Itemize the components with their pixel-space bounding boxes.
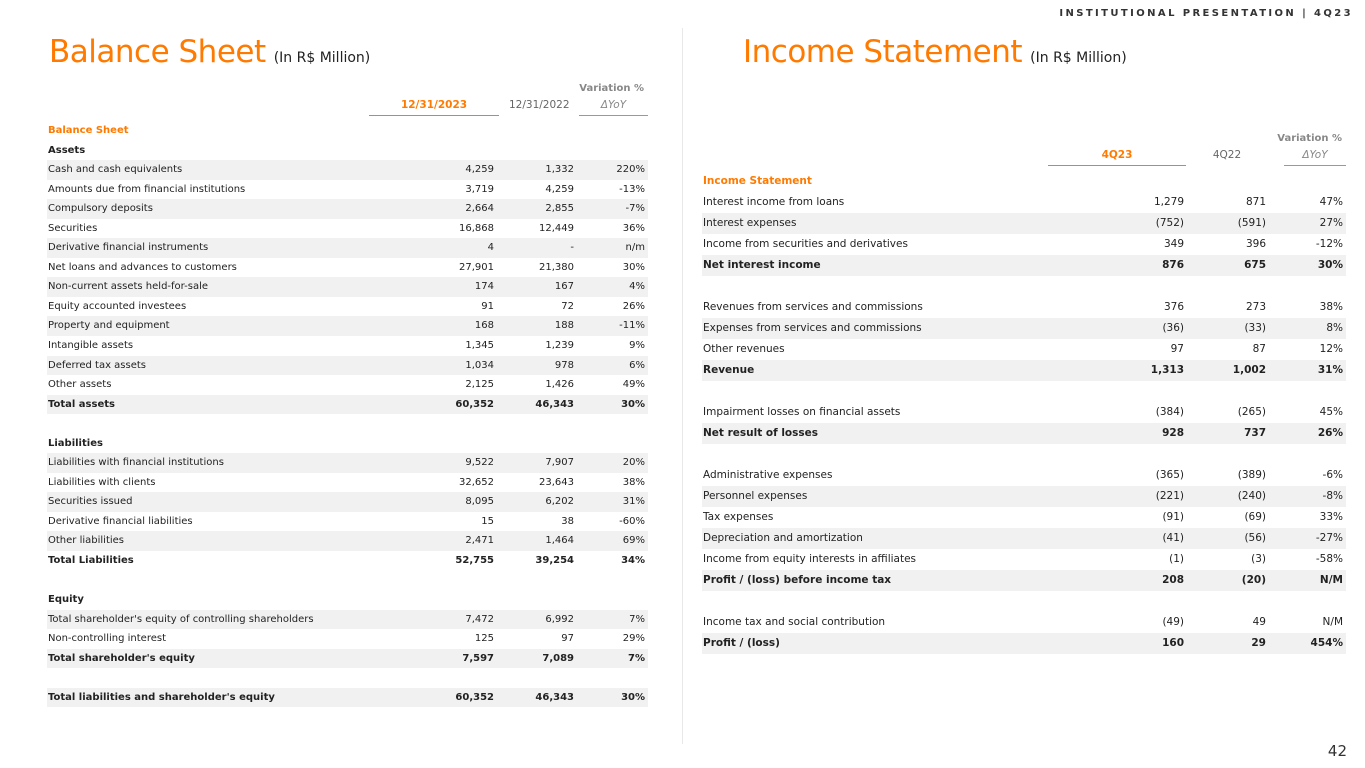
variation-label: Variation %: [579, 83, 644, 94]
row-value-current: 3,719: [465, 183, 494, 195]
row-label: Income from equity interests in affiliates: [703, 553, 917, 565]
row-value-variation: 38%: [1319, 301, 1343, 313]
row-value-current: 27,901: [459, 261, 494, 273]
row-value-variation: -60%: [619, 515, 645, 527]
row-label: Impairment losses on financial assets: [703, 406, 901, 418]
column-divider: [682, 28, 683, 744]
row-value-current: 174: [474, 281, 494, 293]
row-value-previous: (3): [1251, 553, 1266, 565]
row-value-current: 125: [474, 633, 494, 645]
table-row: [47, 590, 648, 610]
row-value-previous: 46,343: [535, 398, 574, 410]
table-row: [702, 549, 1346, 570]
table-row: [47, 531, 648, 551]
table-row: [47, 121, 648, 141]
row-value-previous: 6,202: [545, 496, 574, 508]
balance-sheet-rows: [47, 121, 648, 707]
row-label: Net interest income: [703, 259, 821, 271]
table-row: [47, 453, 648, 473]
row-value-current: 60,352: [455, 398, 494, 410]
row-value-current: 16,868: [459, 222, 494, 234]
column-header-variation: ΔYoY: [1284, 149, 1346, 166]
row-value-previous: (33): [1244, 322, 1266, 334]
row-value-current: 9,522: [465, 457, 494, 469]
row-label: Non-controlling interest: [48, 633, 166, 645]
table-row: [47, 473, 648, 493]
table-row: [47, 668, 648, 688]
row-value-variation: 30%: [621, 691, 645, 703]
row-label: Other assets: [48, 379, 112, 391]
row-value-previous: 188: [554, 320, 574, 332]
row-label: Derivative financial instruments: [48, 242, 209, 254]
row-value-variation: 34%: [621, 555, 645, 567]
row-value-current: 208: [1162, 574, 1184, 586]
table-row: [702, 486, 1346, 507]
row-value-current: (752): [1155, 217, 1184, 229]
row-label: Securities issued: [48, 496, 133, 508]
row-label: Interest expenses: [703, 217, 797, 229]
row-value-previous: (389): [1237, 469, 1266, 481]
row-label: Profit / (loss) before income tax: [703, 574, 892, 586]
row-value-variation: -58%: [1315, 553, 1343, 565]
row-label: Liabilities with clients: [48, 476, 156, 488]
balance-sheet-table: [47, 80, 648, 707]
row-value-current: 928: [1162, 427, 1184, 439]
row-label: Interest income from loans: [703, 196, 845, 208]
row-value-current: (91): [1162, 511, 1184, 523]
table-row: [702, 402, 1346, 423]
row-value-previous: -: [570, 242, 574, 254]
row-value-current: 349: [1163, 238, 1184, 250]
row-value-previous: 675: [1244, 259, 1266, 271]
table-row: [47, 258, 648, 278]
row-value-variation: -13%: [619, 183, 645, 195]
table-row: [702, 381, 1346, 402]
income-statement-title: [743, 34, 1127, 70]
table-row: [702, 297, 1346, 318]
row-label: Total shareholder's equity: [48, 652, 195, 664]
row-value-previous: 87: [1252, 343, 1266, 355]
row-value-variation: 9%: [629, 340, 645, 352]
row-value-previous: 12,449: [539, 222, 574, 234]
row-label: Income from securities and derivatives: [703, 238, 908, 250]
column-header-previous: 12/31/2022: [509, 99, 570, 111]
row-value-variation: 36%: [622, 222, 645, 234]
row-value-variation: -7%: [625, 203, 645, 215]
table-row: [702, 276, 1346, 297]
table-row: [47, 316, 648, 336]
row-value-current: (41): [1162, 532, 1184, 544]
row-value-previous: 49: [1252, 616, 1266, 628]
row-label: Other liabilities: [48, 535, 125, 547]
row-value-previous: 97: [561, 633, 574, 645]
table-row: [702, 318, 1346, 339]
table-row: [47, 395, 648, 415]
row-value-previous: 23,643: [539, 476, 574, 488]
row-label: Balance Sheet: [48, 125, 129, 136]
page-number: 42: [1327, 742, 1347, 760]
variation-header: [702, 130, 1346, 149]
row-label: Liabilities: [48, 437, 103, 449]
table-row: [47, 375, 648, 395]
row-value-current: 60,352: [455, 691, 494, 703]
table-row: [47, 277, 648, 297]
row-label: Securities: [48, 222, 98, 234]
row-label: Non-current assets held-for-sale: [48, 281, 209, 293]
table-row: [47, 629, 648, 649]
table-row: [702, 171, 1346, 192]
row-value-previous: 1,002: [1232, 364, 1266, 376]
row-value-current: (49): [1162, 616, 1184, 628]
row-value-variation: 454%: [1310, 637, 1343, 649]
row-label: Derivative financial liabilities: [48, 515, 193, 527]
income-statement-table: [702, 130, 1346, 654]
table-row: [47, 492, 648, 512]
row-value-variation: N/M: [1322, 616, 1343, 628]
row-label: Assets: [48, 144, 86, 156]
table-row: [47, 434, 648, 454]
row-label: Total shareholder's equity of controlling shareholders: [48, 613, 314, 625]
row-value-previous: 396: [1245, 238, 1266, 250]
presentation-header: INSTITUTIONAL PRESENTATION | 4Q23: [1059, 8, 1353, 19]
balance-sheet-unit: (In R$ Million): [273, 50, 371, 66]
row-label: Depreciation and amortization: [703, 532, 863, 544]
row-value-current: 15: [481, 515, 494, 527]
row-label: Property and equipment: [48, 320, 170, 332]
row-value-current: (1): [1169, 553, 1184, 565]
row-value-current: 2,664: [465, 203, 494, 215]
row-value-variation: 26%: [1317, 427, 1343, 439]
row-value-previous: 1,332: [545, 164, 574, 176]
row-value-variation: -12%: [1315, 238, 1343, 250]
table-row: [47, 414, 648, 434]
row-value-variation: 30%: [621, 398, 645, 410]
row-value-variation: 38%: [622, 476, 645, 488]
row-label: Other revenues: [703, 343, 785, 355]
table-row: [702, 339, 1346, 360]
row-label: Profit / (loss): [703, 637, 780, 649]
balance-sheet-title: [49, 34, 370, 70]
row-value-current: 1,034: [465, 359, 494, 371]
row-label: Total assets: [48, 398, 115, 410]
row-value-variation: 31%: [1317, 364, 1343, 376]
row-value-previous: 1,239: [545, 340, 574, 352]
row-value-current: 2,471: [465, 535, 494, 547]
row-value-previous: (20): [1241, 574, 1266, 586]
table-row: [47, 610, 648, 630]
row-label: Net result of losses: [703, 427, 819, 439]
table-row: [702, 633, 1346, 654]
row-value-previous: 7,907: [545, 457, 574, 469]
row-label: Total liabilities and shareholder's equity: [48, 691, 275, 703]
column-header-current: 4Q23: [1048, 149, 1186, 166]
row-value-variation: 33%: [1319, 511, 1343, 523]
row-value-previous: 1,426: [545, 379, 574, 391]
row-value-current: 4: [487, 242, 494, 254]
row-value-variation: 31%: [622, 496, 645, 508]
row-value-previous: (69): [1244, 511, 1266, 523]
row-value-current: 32,652: [459, 476, 494, 488]
row-label: Tax expenses: [703, 511, 774, 523]
column-header-previous: 4Q22: [1212, 149, 1242, 161]
row-value-previous: 6,992: [545, 613, 574, 625]
table-row: [702, 192, 1346, 213]
row-value-variation: 30%: [1317, 259, 1343, 271]
row-value-previous: (56): [1244, 532, 1266, 544]
row-value-current: 1,345: [465, 340, 494, 352]
row-value-variation: 45%: [1319, 406, 1343, 418]
row-value-variation: 7%: [628, 652, 645, 664]
table-row: [47, 238, 648, 258]
row-value-current: 4,259: [465, 164, 494, 176]
row-value-variation: -8%: [1322, 490, 1343, 502]
row-value-current: 876: [1162, 259, 1184, 271]
row-label: Amounts due from financial institutions: [48, 183, 246, 195]
row-label: Intangible assets: [48, 340, 134, 352]
row-label: Equity: [48, 594, 84, 606]
row-label: Income Statement: [703, 175, 812, 187]
row-value-previous: (240): [1237, 490, 1266, 502]
row-value-current: 7,472: [465, 613, 494, 625]
row-value-previous: 39,254: [535, 555, 574, 567]
table-row: [702, 255, 1346, 276]
row-label: Deferred tax assets: [48, 359, 147, 371]
table-row: [702, 570, 1346, 591]
column-header-current: 12/31/2023: [369, 99, 499, 116]
row-value-previous: 871: [1245, 196, 1266, 208]
table-row: [47, 219, 648, 239]
row-label: Expenses from services and commissions: [703, 322, 922, 334]
table-row: [702, 465, 1346, 486]
variation-label: Variation %: [1277, 133, 1342, 144]
table-row: [702, 213, 1346, 234]
row-value-variation: N/M: [1319, 574, 1343, 586]
row-value-variation: 29%: [622, 633, 645, 645]
row-value-previous: 737: [1244, 427, 1266, 439]
row-value-variation: 47%: [1319, 196, 1343, 208]
row-value-variation: 6%: [629, 359, 645, 371]
row-label: Revenue: [703, 364, 755, 376]
table-row: [702, 444, 1346, 465]
row-value-current: (36): [1162, 322, 1184, 334]
row-value-previous: 38: [561, 515, 574, 527]
table-row: [702, 234, 1346, 255]
column-headers: [47, 99, 648, 121]
row-label: Income tax and social contribution: [703, 616, 886, 628]
row-value-variation: 220%: [616, 164, 645, 176]
table-row: [47, 688, 648, 708]
table-row: [47, 336, 648, 356]
row-value-variation: 27%: [1319, 217, 1343, 229]
column-headers: [702, 149, 1346, 171]
table-row: [47, 297, 648, 317]
income-statement-unit: (In R$ Million): [1030, 50, 1127, 66]
row-value-current: (365): [1155, 469, 1184, 481]
row-value-current: 376: [1163, 301, 1184, 313]
row-value-previous: 7,089: [542, 652, 574, 664]
row-value-variation: 26%: [622, 300, 645, 312]
row-value-previous: (265): [1237, 406, 1266, 418]
row-value-previous: (591): [1237, 217, 1266, 229]
row-value-current: 91: [481, 300, 494, 312]
row-value-variation: -6%: [1322, 469, 1343, 481]
row-value-variation: 4%: [629, 281, 645, 293]
row-value-previous: 21,380: [539, 261, 574, 273]
row-value-variation: 8%: [1326, 322, 1343, 334]
table-row: [47, 199, 648, 219]
table-row: [702, 423, 1346, 444]
row-value-previous: 72: [561, 300, 574, 312]
row-label: Total Liabilities: [48, 555, 134, 567]
row-value-variation: -27%: [1315, 532, 1343, 544]
column-header-variation: ΔYoY: [579, 99, 648, 116]
row-value-previous: 4,259: [545, 183, 574, 195]
row-value-current: 7,597: [462, 652, 494, 664]
table-row: [47, 571, 648, 591]
row-label: Equity accounted investees: [48, 300, 187, 312]
table-row: [702, 360, 1346, 381]
table-row: [47, 649, 648, 669]
row-label: Administrative expenses: [703, 469, 833, 481]
table-row: [702, 507, 1346, 528]
row-value-current: (221): [1155, 490, 1184, 502]
table-row: [47, 512, 648, 532]
row-value-current: 97: [1170, 343, 1184, 355]
row-value-previous: 2,855: [545, 203, 574, 215]
table-row: [47, 180, 648, 200]
income-statement-rows: [702, 171, 1346, 654]
table-row: [47, 551, 648, 571]
row-value-current: 8,095: [465, 496, 494, 508]
income-statement-heading: Income Statement: [743, 34, 1023, 70]
row-value-variation: 49%: [622, 379, 645, 391]
row-label: Liabilities with financial institutions: [48, 457, 224, 469]
row-label: Revenues from services and commissions: [703, 301, 923, 313]
row-value-current: 1,313: [1150, 364, 1184, 376]
table-row: [702, 528, 1346, 549]
row-value-current: 160: [1162, 637, 1184, 649]
row-value-variation: 30%: [622, 261, 645, 273]
row-value-variation: 69%: [622, 535, 645, 547]
row-value-current: 52,755: [455, 555, 494, 567]
row-value-previous: 46,343: [535, 691, 574, 703]
row-value-variation: 20%: [622, 457, 645, 469]
table-row: [47, 141, 648, 161]
table-row: [702, 612, 1346, 633]
row-value-current: (384): [1155, 406, 1184, 418]
row-label: Personnel expenses: [703, 490, 808, 502]
variation-header: [47, 80, 648, 99]
row-value-previous: 29: [1251, 637, 1266, 649]
row-value-current: 168: [474, 320, 494, 332]
row-label: Net loans and advances to customers: [48, 261, 237, 273]
row-value-variation: 7%: [629, 613, 645, 625]
row-value-previous: 273: [1245, 301, 1266, 313]
row-value-current: 2,125: [465, 379, 494, 391]
row-value-previous: 1,464: [545, 535, 574, 547]
row-value-previous: 978: [554, 359, 574, 371]
balance-sheet-heading: Balance Sheet: [49, 34, 266, 70]
row-label: Compulsory deposits: [48, 203, 153, 215]
row-value-variation: -11%: [619, 320, 645, 332]
row-value-previous: 167: [554, 281, 574, 293]
row-value-variation: 12%: [1319, 343, 1343, 355]
table-row: [47, 356, 648, 376]
row-value-variation: n/m: [625, 242, 645, 254]
table-row: [47, 160, 648, 180]
row-label: Cash and cash equivalents: [48, 164, 183, 176]
row-value-current: 1,279: [1153, 196, 1184, 208]
table-row: [702, 591, 1346, 612]
